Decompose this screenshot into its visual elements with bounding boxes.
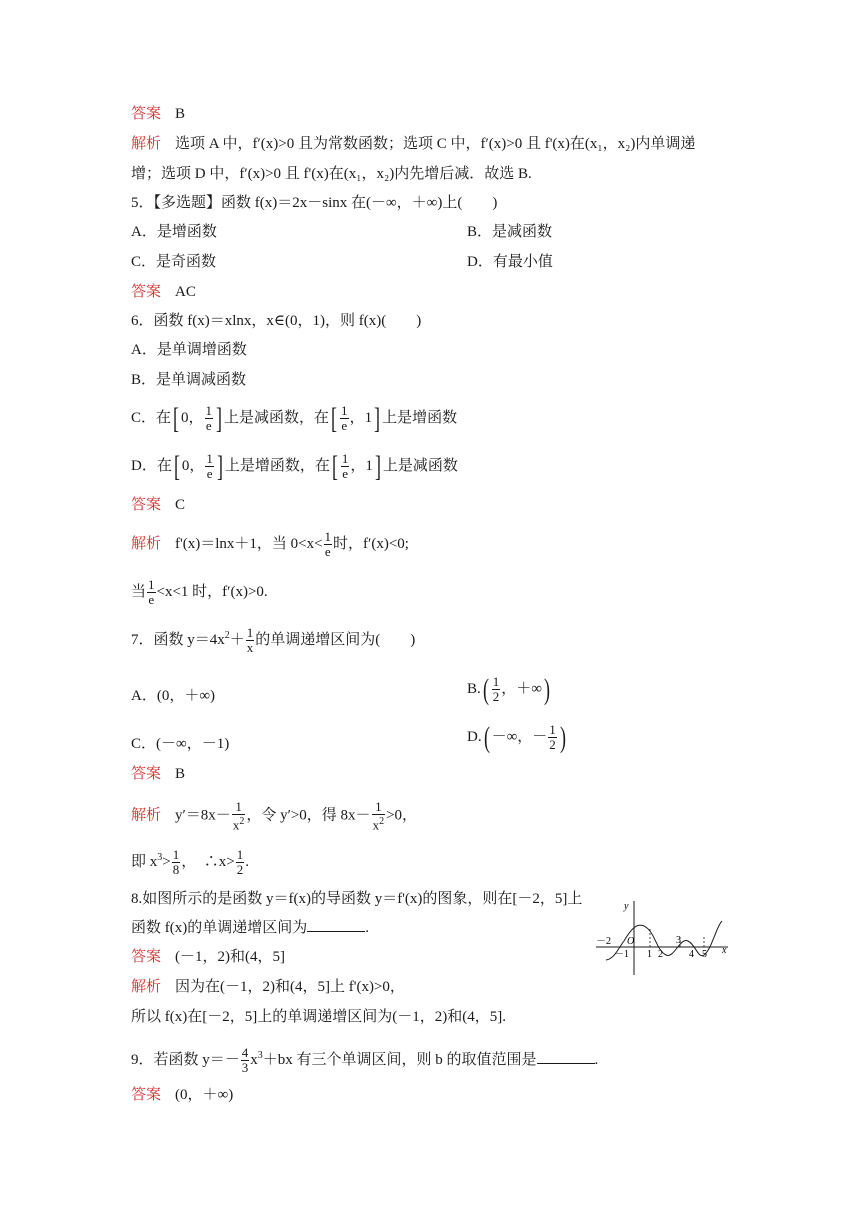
text: 上是增函数 [382,409,458,426]
q5-option-d: D．有最小值 [467,254,553,270]
answer-label: 答案 [131,106,162,122]
tick-label: 3 [676,935,681,946]
denominator: 2 [492,689,500,704]
bracket: ( [483,720,490,754]
fraction [324,530,333,559]
superscript: 3 [257,1050,263,1061]
q6-option-c [131,401,458,435]
q7-option-c: C．(－∞，－1) [131,736,230,752]
denominator: e [205,418,212,433]
tick-label: 5 [702,949,707,960]
question-7-stem [131,626,415,655]
analysis-line-8b: 所以 f(x)在[－2，5]上的单调递增区间为(－1，2)和(4，5]. [131,1009,506,1025]
x-label: x [722,945,727,956]
q5-option-b: B．是减函数 [467,224,553,240]
numerator: 1 [236,847,244,863]
text: ， [350,457,366,474]
analysis-label: 解析 [131,979,162,995]
q5-option-c: C．是奇函数 [131,254,217,270]
answer-label: 答案 [131,497,162,513]
text: 7．函数 y＝4x [131,632,225,648]
y-label: y [624,901,629,912]
bracket: ] [216,401,223,435]
question-9-stem [131,1046,598,1075]
text: ， ∴x> [181,854,235,870]
q7-option-a: A．(0，＋∞) [131,688,216,704]
analysis-line-8a [131,977,405,997]
fraction [236,848,245,877]
bracket: [ [173,449,180,483]
answer-value: B [175,106,186,122]
numerator: 1 [549,722,556,737]
text: 0， [181,457,205,474]
analysis-text: 选项 A 中，f′(x)>0 且为常数函数；选项 C 中，f′(x)>0 且 f'(x)在(x₁，x₂)内单调递 [175,136,696,152]
fraction [232,800,246,832]
numerator: 1 [206,451,213,466]
answer-label: 答案 [131,1087,162,1103]
origin-label: O [627,936,635,947]
answer-value: B [175,766,186,782]
numerator: 1 [232,800,246,815]
q6-option-b: B．是单调减函数 [131,372,247,388]
superscript: 2 [224,630,230,641]
text: x [250,1052,258,1068]
fraction [548,723,557,752]
bracket: [ [331,401,338,435]
denominator: e [206,466,213,481]
text: 上是增函数，在 [224,457,330,474]
fraction [340,404,349,433]
bracket: ( [482,672,489,706]
analysis-label: 解析 [131,807,162,824]
question-8-line1: 8.如图所示的是函数 y＝f(x)的导函数 y＝f'(x)的图象，则在[－2，5]上 [131,891,583,907]
fraction [172,848,181,877]
text: ＋bx 有三个单调区间，则 b 的取值范围是 [262,1052,537,1068]
superscript: 2 [239,816,245,827]
answer-label: 答案 [131,766,162,782]
bracket: ] [216,449,223,483]
text: 当 [131,583,147,600]
tick-label: －2 [596,936,611,947]
text: 1 [364,409,373,426]
fraction [241,1046,250,1075]
denominator: 2 [549,737,556,752]
analysis-line-6b [131,578,268,607]
fraction [205,404,214,433]
analysis-line-4a [131,134,695,154]
text: B. [467,680,481,697]
text: 即 x [131,854,158,870]
q6-option-d [131,449,458,483]
tick-label: 4 [689,949,694,960]
bracket: ) [559,720,566,754]
tick-label: 1 [647,949,652,960]
analysis-label: 解析 [131,136,162,152]
numerator: 1 [246,625,254,641]
text: <x<1 时，f′(x)>0. [156,583,268,600]
text: －∞，－ [491,728,548,745]
text: D. [467,728,482,745]
question-8-line2 [131,918,369,938]
answer-blank [537,1050,595,1064]
text: x [372,817,380,833]
bracket: ] [374,449,381,483]
text: 1 [365,457,373,474]
answer-label: 答案 [131,284,162,300]
fraction [372,800,386,832]
text: >0， [386,807,418,824]
analysis-line-6a [131,530,409,559]
text: > [162,854,171,870]
text: 因为在(－1，2)和(4，5]上 f'(x)>0， [175,979,405,995]
fraction [341,452,350,481]
text: 9．若函数 y＝－ [131,1052,240,1068]
text: 上是减函数 [382,457,458,474]
answer-line-8 [131,947,285,967]
text: 的单调递增区间为( ) [255,632,416,648]
denominator: e [342,466,349,481]
q7-option-b [467,672,552,706]
text: 时，f′(x)<0; [333,535,409,552]
answer-value: (0，＋∞) [175,1087,234,1103]
analysis-line-4b: 增；选项 D 中，f′(x)>0 且 f'(x)在(x₁，x₂)内先增后减．故选 B. [131,166,532,182]
answer-blank [307,918,365,932]
denominator: e [148,592,155,607]
answer-value: AC [175,284,196,300]
answer-value: C [175,497,186,513]
answer-line-6 [131,495,185,515]
answer-line-4 [131,104,185,124]
denominator: 2 [236,862,244,878]
fraction [492,675,501,704]
fraction [205,452,214,481]
superscript: 2 [379,816,385,827]
question-6-stem: 6．函数 f(x)＝xlnx，x∈(0，1)，则 f(x)( ) [131,313,422,329]
numerator: 4 [241,1045,249,1061]
text: ，令 y′>0，得 8x－ [246,807,371,824]
denominator: e [341,418,348,433]
bracket: ) [543,672,550,706]
bracket: [ [331,449,338,483]
text: . [594,1052,599,1068]
answer-line-7 [131,764,185,784]
q6-option-a: A．是单调增函数 [131,342,247,358]
tick-label: 2 [658,949,663,960]
numerator: 1 [372,800,386,815]
text: . [365,920,369,936]
denominator: 3 [241,1060,249,1076]
answer-line-5 [131,282,196,302]
numerator: 1 [341,403,348,418]
analysis-line-7a [131,800,417,832]
text: C．在 [131,409,172,426]
numerator: 1 [172,847,180,863]
q5-option-a: A．是增函数 [131,224,217,240]
bracket: ] [374,401,381,435]
answer-label: 答案 [131,949,162,965]
numerator: 1 [148,577,155,592]
q7-option-d [467,720,568,754]
numerator: 1 [324,529,332,544]
denominator: 8 [172,862,180,878]
text: f'(x)＝lnx＋1，当 0<x< [175,535,323,552]
answer-line-9 [131,1085,233,1105]
denominator [232,815,246,832]
fraction [147,578,156,607]
tick-label: －1 [614,949,629,960]
numerator: 1 [341,451,349,466]
text: . [245,854,249,870]
bracket: [ [173,401,180,435]
text: 函数 f(x)的单调递增区间为 [131,920,308,936]
denominator: x [246,640,254,656]
numerator: 1 [492,674,500,689]
question-5-stem: 5．【多选题】函数 f(x)＝2x－sinx 在(－∞，＋∞)上( ) [131,195,498,211]
text: ， [349,409,365,426]
numerator: 1 [205,403,213,418]
superscript: 3 [157,852,163,863]
fraction [246,626,255,655]
denominator [372,815,386,832]
answer-value: (－1，2)和(4，5] [175,949,285,965]
analysis-label: 解析 [131,535,162,552]
text: D．在 [131,457,172,474]
text: 0， [181,409,204,426]
text: ＋ [229,632,245,648]
denominator: e [324,544,331,559]
text: y′＝8x－ [175,807,231,824]
analysis-line-7b [131,848,249,877]
derivative-graph [594,897,734,977]
text: ，＋∞ [501,680,542,697]
text: x [232,817,240,833]
text: 上是减函数，在 [224,409,330,426]
